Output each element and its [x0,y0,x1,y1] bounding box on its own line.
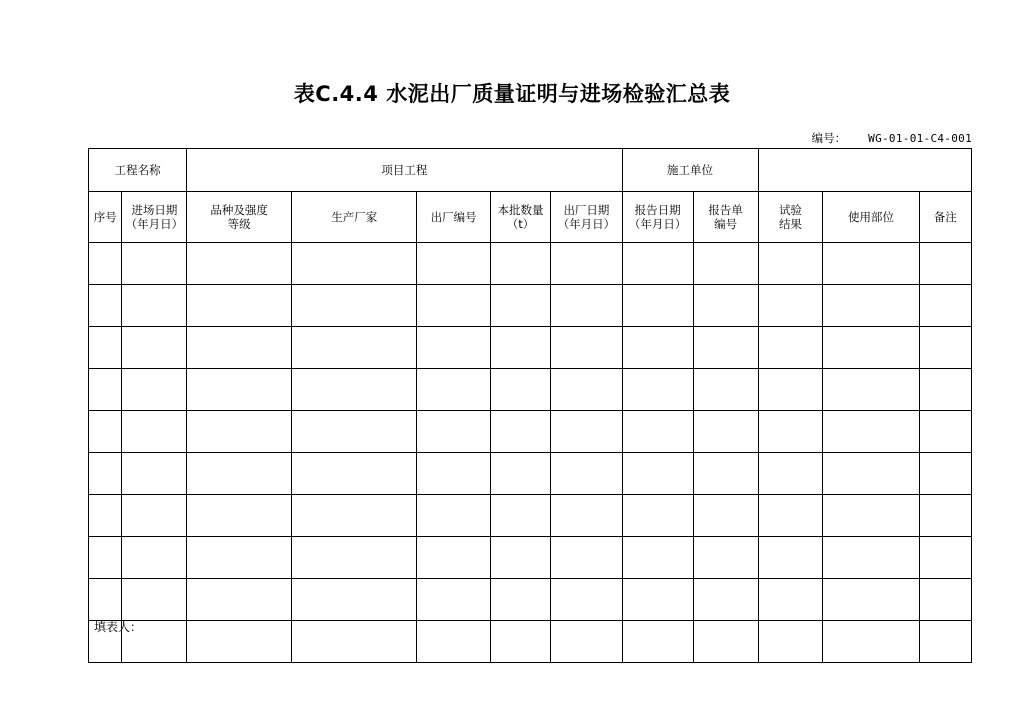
cell-seq[interactable] [89,369,122,411]
cell-test-result[interactable] [758,537,823,579]
table-row [89,621,972,663]
cell-report-date[interactable] [622,411,693,453]
cell-type-grade[interactable] [187,579,292,621]
cell-batch-quantity[interactable] [490,327,551,369]
cell-factory-number[interactable] [417,537,490,579]
table-header-row-1 [89,149,972,192]
column-header-report-number-line1: 报告单 [708,202,743,217]
cell-factory-date[interactable] [551,579,622,621]
column-header-seq-line1: 序号 [93,209,117,224]
cell-test-result[interactable] [758,327,823,369]
cell-factory-date[interactable] [551,327,622,369]
cell-report-date[interactable] [622,579,693,621]
cell-report-number[interactable] [693,243,758,285]
cell-factory-number[interactable] [417,411,490,453]
cell-report-date[interactable] [622,495,693,537]
cell-type-grade[interactable] [187,285,292,327]
cell-batch-quantity[interactable] [490,621,551,663]
cell-test-result[interactable] [758,453,823,495]
cell-remark[interactable] [919,537,971,579]
project-name-value[interactable]: 项目工程 [187,149,622,192]
cell-manufacturer[interactable] [291,579,417,621]
cell-remark[interactable] [919,369,971,411]
cell-report-number[interactable] [693,369,758,411]
cell-seq[interactable] [89,579,122,621]
column-header-report-date-line2: （年月日） [628,217,687,231]
cell-entry-date[interactable] [122,369,187,411]
cell-type-grade[interactable] [187,537,292,579]
cement-summary-table [88,148,972,663]
form-filler-label: 填表人： [94,620,143,634]
cell-usage-part[interactable] [823,327,919,369]
cell-manufacturer[interactable] [291,621,417,663]
cell-usage-part[interactable] [823,579,919,621]
table-row [89,285,972,327]
table-row [89,243,972,285]
cell-seq[interactable] [89,285,122,327]
column-header-factory-number-line1: 出厂编号 [430,209,477,224]
cell-type-grade[interactable] [187,369,292,411]
cell-factory-number[interactable] [417,495,490,537]
cell-report-date[interactable] [622,243,693,285]
cell-report-date[interactable] [622,285,693,327]
cell-type-grade[interactable] [187,327,292,369]
cell-remark[interactable] [919,285,971,327]
cell-test-result[interactable] [758,411,823,453]
table-row [89,453,972,495]
cell-manufacturer[interactable] [291,243,417,285]
cell-factory-date[interactable] [551,243,622,285]
cell-batch-quantity[interactable] [490,369,551,411]
cell-usage-part[interactable] [823,243,919,285]
cell-report-number[interactable] [693,495,758,537]
column-header-report-date-line1: 报告日期 [634,202,681,217]
cell-factory-date[interactable] [551,369,622,411]
cell-entry-date[interactable] [122,327,187,369]
table-header-row-2 [89,192,972,243]
cell-entry-date[interactable] [122,285,187,327]
cell-remark[interactable] [919,327,971,369]
column-header-seq [89,192,122,243]
document-code [812,130,972,146]
cell-factory-number[interactable] [417,579,490,621]
cell-test-result[interactable] [758,579,823,621]
cell-factory-number[interactable] [417,621,490,663]
cell-manufacturer[interactable] [291,285,417,327]
table-row [89,579,972,621]
table-row [89,327,972,369]
column-header-manufacturer [291,192,417,243]
cell-entry-date[interactable] [122,579,187,621]
column-header-report-number-line2: 编号 [714,217,738,231]
cell-type-grade[interactable] [187,411,292,453]
cell-usage-part[interactable] [823,285,919,327]
cell-factory-date[interactable] [551,285,622,327]
cell-report-date[interactable] [622,621,693,663]
cell-entry-date[interactable] [122,453,187,495]
cell-remark[interactable] [919,453,971,495]
cell-batch-quantity[interactable] [490,243,551,285]
column-header-test-result [758,192,823,243]
cell-seq[interactable] [89,243,122,285]
cell-remark[interactable] [919,621,971,663]
cell-report-number[interactable] [693,453,758,495]
cell-factory-number[interactable] [417,327,490,369]
page-title: 表C.4.4 水泥出厂质量证明与进场检验汇总表 [293,82,731,106]
table-row [89,537,972,579]
cell-usage-part[interactable] [823,537,919,579]
cell-usage-part[interactable] [823,369,919,411]
table-row [89,411,972,453]
column-header-test-result-line2: 结果 [778,217,802,231]
cell-report-date[interactable] [622,369,693,411]
cell-batch-quantity[interactable] [490,453,551,495]
project-name-label: 工程名称 [89,149,187,192]
cell-seq[interactable] [89,327,122,369]
cell-factory-date[interactable] [551,537,622,579]
cell-remark[interactable] [919,579,971,621]
cell-type-grade[interactable] [187,621,292,663]
cell-batch-quantity[interactable] [490,411,551,453]
document-code-label: 编号： [811,131,847,145]
cell-entry-date[interactable] [122,243,187,285]
column-header-type-grade-line1: 品种及强度 [210,202,268,217]
cell-test-result[interactable] [758,621,823,663]
cell-type-grade[interactable] [187,495,292,537]
cell-batch-quantity[interactable] [490,495,551,537]
cell-report-number[interactable] [693,411,758,453]
cell-batch-quantity[interactable] [490,285,551,327]
cell-seq[interactable] [89,495,122,537]
cell-manufacturer[interactable] [291,411,417,453]
column-header-entry-date-line1: 进场日期 [131,202,178,217]
cell-manufacturer[interactable] [291,495,417,537]
column-header-report-number [693,192,758,243]
cell-manufacturer[interactable] [291,537,417,579]
cell-report-date[interactable] [622,327,693,369]
column-header-factory-date-line2: （年月日） [557,217,616,231]
cell-entry-date[interactable] [122,411,187,453]
cell-usage-part[interactable] [823,495,919,537]
column-header-type-grade [187,192,292,243]
cell-report-number[interactable] [693,285,758,327]
column-header-test-result-line1: 试验 [778,202,802,217]
table-row [89,495,972,537]
cell-factory-date[interactable] [551,621,622,663]
cell-report-number[interactable] [693,579,758,621]
cell-report-date[interactable] [622,537,693,579]
column-header-factory-date-line1: 出厂日期 [563,202,610,217]
column-header-type-grade-line2: 等级 [227,217,251,231]
cell-test-result[interactable] [758,285,823,327]
table-row [89,369,972,411]
cell-test-result[interactable] [758,369,823,411]
cell-factory-number[interactable] [417,453,490,495]
cell-entry-date[interactable] [122,495,187,537]
cell-seq[interactable] [89,453,122,495]
cell-factory-number[interactable] [417,369,490,411]
cell-factory-date[interactable] [551,495,622,537]
document-code-value: WG-01-01-C4-001 [868,132,972,145]
cell-seq[interactable] [89,411,122,453]
cell-report-number[interactable] [693,621,758,663]
cell-type-grade[interactable] [187,243,292,285]
construction-unit-value[interactable] [758,149,971,192]
cell-report-number[interactable] [693,537,758,579]
column-header-entry-date-line2: （年月日） [125,217,184,231]
column-header-batch-quantity [490,192,551,243]
column-header-batch-quantity-line2: （t） [506,217,535,231]
column-header-usage-part [823,192,919,243]
cell-test-result[interactable] [758,495,823,537]
column-header-remark [919,192,971,243]
column-header-manufacturer-line1: 生产厂家 [331,209,378,224]
cell-manufacturer[interactable] [291,369,417,411]
column-header-usage-part-line1: 使用部位 [847,209,894,224]
cell-entry-date[interactable] [122,537,187,579]
cell-factory-date[interactable] [551,411,622,453]
column-header-entry-date [122,192,187,243]
cell-remark[interactable] [919,411,971,453]
cell-report-date[interactable] [622,453,693,495]
cell-report-number[interactable] [693,327,758,369]
column-header-batch-quantity-line1: 本批数量 [497,202,544,217]
cell-test-result[interactable] [758,243,823,285]
cell-factory-number[interactable] [417,243,490,285]
column-header-report-date [622,192,693,243]
cell-batch-quantity[interactable] [490,537,551,579]
cell-remark[interactable] [919,243,971,285]
cell-remark[interactable] [919,495,971,537]
cell-manufacturer[interactable] [291,453,417,495]
column-header-remark-line1: 备注 [933,209,957,224]
column-header-factory-number [417,192,490,243]
cell-factory-date[interactable] [551,453,622,495]
cell-manufacturer[interactable] [291,327,417,369]
cell-factory-number[interactable] [417,285,490,327]
cell-seq[interactable] [89,537,122,579]
cell-type-grade[interactable] [187,453,292,495]
cell-batch-quantity[interactable] [490,579,551,621]
column-header-factory-date [551,192,622,243]
cell-usage-part[interactable] [823,453,919,495]
cell-usage-part[interactable] [823,411,919,453]
construction-unit-label: 施工单位 [622,149,758,192]
cell-usage-part[interactable] [823,621,919,663]
